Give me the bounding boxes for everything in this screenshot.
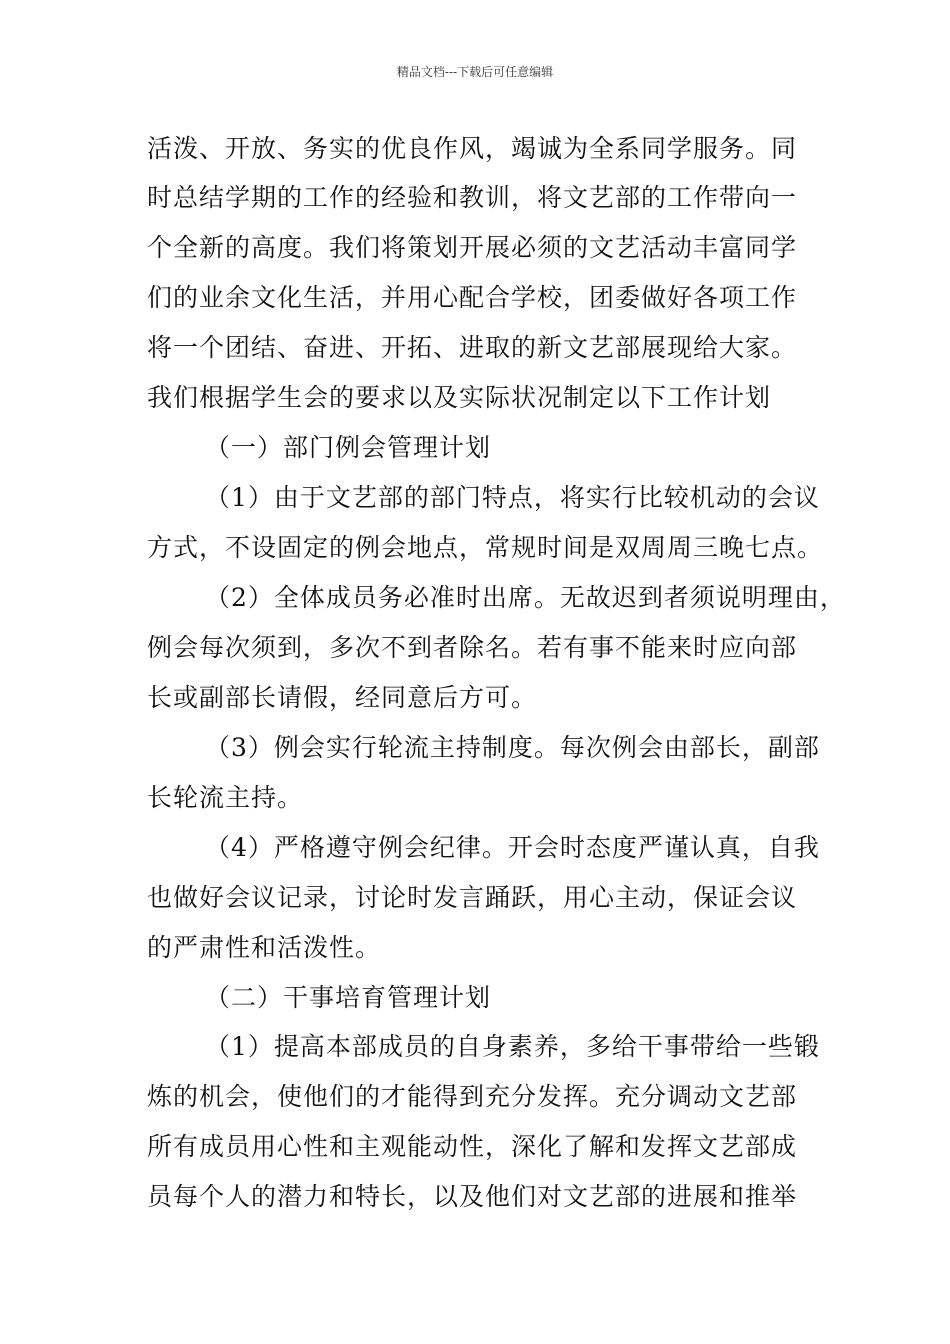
body-line: 我们根据学生会的要求以及实际状况制定以下工作计划 [147, 383, 772, 412]
body-line: 所有成员用心性和主观能动性，深化了解和发挥文艺部成 [147, 1132, 798, 1161]
body-line: 员每个人的潜力和特长，以及他们对文艺部的进展和推举 [147, 1182, 798, 1211]
body-line: 个全新的高度。我们将策划开展必须的文艺活动丰富同学 [147, 233, 798, 262]
body-line: 长或副部长请假，经同意后方可。 [147, 683, 538, 712]
body-line: 活泼、开放、务实的优良作风，竭诚为全系同学服务。同 [147, 134, 798, 163]
page-header: 精品文档---下载后可任意编辑 [396, 65, 554, 79]
body-line: 也做好会议记录，讨论时发言踊跃，用心主动，保证会议 [147, 883, 798, 912]
body-line: 长轮流主持。 [147, 783, 304, 812]
section-heading: （一）部门例会管理计划 [205, 433, 492, 462]
body-line: （3）例会实行轮流主持制度。每次例会由部长，副部 [205, 733, 820, 762]
body-line: 将一个团结、奋进、开拓、进取的新文艺部展现给大家。 [147, 333, 798, 362]
body-line: （1）由于文艺部的部门特点，将实行比较机动的会议 [205, 483, 820, 512]
body-line: 方式，不设固定的例会地点，常规时间是双周周三晚七点。 [147, 533, 824, 562]
body-line: 时总结学期的工作的经验和教训，将文艺部的工作带向一 [147, 183, 798, 212]
body-line: 们的业余文化生活，并用心配合学校，团委做好各项工作 [147, 283, 798, 312]
body-line: 的严肃性和活泼性。 [147, 933, 382, 962]
body-line: （1）提高本部成员的自身素养，多给干事带给一些锻 [205, 1032, 820, 1061]
body-line: 炼的机会，使他们的才能得到充分发挥。充分调动文艺部 [147, 1082, 798, 1111]
section-heading: （二）干事培育管理计划 [205, 983, 492, 1012]
body-line: 例会每次须到，多次不到者除名。若有事不能来时应向部 [147, 633, 798, 662]
body-line: （2）全体成员务必准时出席。无故迟到者须说明理由， [205, 583, 846, 612]
body-line: （4）严格遵守例会纪律。开会时态度严谨认真，自我 [205, 833, 820, 862]
